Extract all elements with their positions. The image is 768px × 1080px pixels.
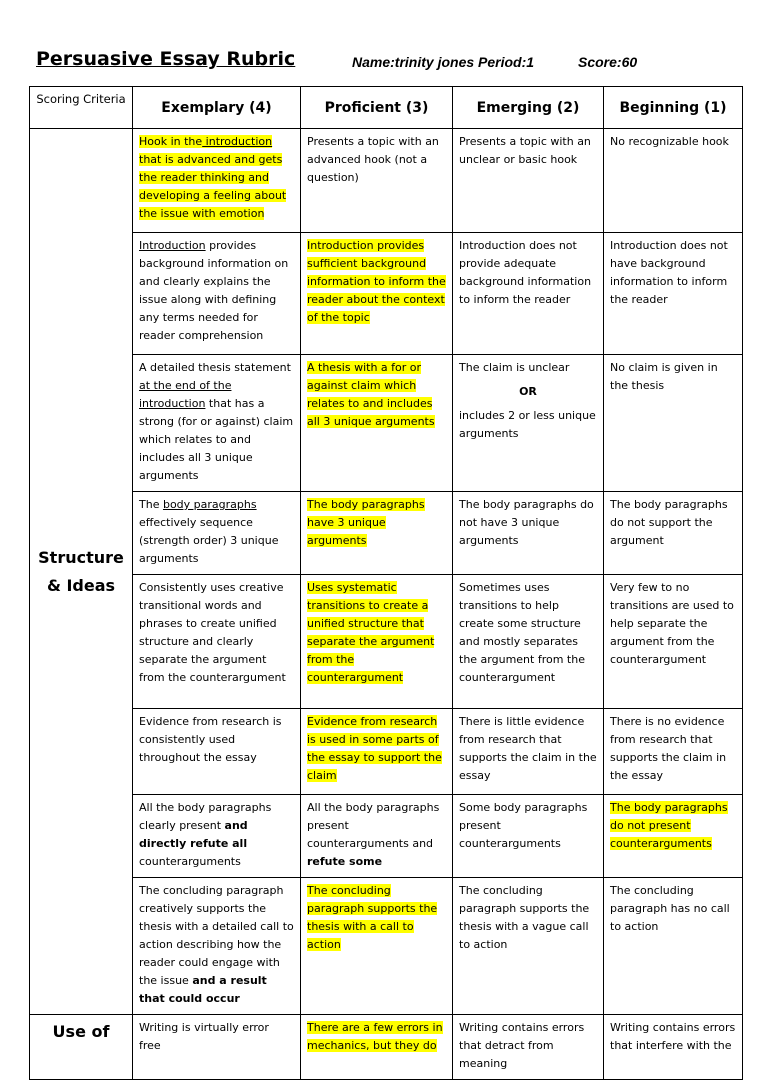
cell-proficient <box>301 575 453 709</box>
cell-exemplary: Introduction provides background information on and clearly explains the issue along with defining any terms needed for reader comprehension <box>133 233 301 355</box>
highlight-selected: The concluding paragraph supports the thesis with a call to action <box>307 884 438 951</box>
cell-exemplary: Evidence from research is consistently used throughout the essay <box>133 709 301 795</box>
cell-beginning: No claim is given in the thesis <box>604 355 743 492</box>
cell-proficient <box>301 492 453 575</box>
cell-proficient: All the body paragraphs present counterarguments and refute some <box>301 795 453 878</box>
cell-exemplary: A detailed thesis statement at the end of the introduction that has a strong (for or against) claim which relates to and includes all 3 unique arguments <box>133 355 301 492</box>
cell-proficient <box>301 1015 453 1080</box>
page-title: Persuasive Essay Rubric <box>36 48 296 70</box>
score-value: Score:60 <box>578 54 638 70</box>
cell-beginning: The body paragraphs do not support the argument <box>604 492 743 575</box>
cell-emerging: The claim is unclear OR includes 2 or less unique arguments <box>453 355 604 492</box>
student-name-period: Name:trinity jones Period:1 <box>352 54 535 70</box>
cell-beginning: No recognizable hook <box>604 129 743 233</box>
col-proficient: Proficient (3) <box>301 87 453 129</box>
table-row <box>30 575 743 709</box>
cell-exemplary <box>133 129 301 233</box>
cell-emerging: There is little evidence from research that supports the claim in the essay <box>453 709 604 795</box>
highlight-selected: The body paragraphs do not present counterarguments <box>610 801 728 850</box>
table-row <box>30 233 743 355</box>
cell-emerging: The concluding paragraph supports the thesis with a vague call to action <box>453 878 604 1015</box>
cell-exemplary: The concluding paragraph creatively supports the thesis with a detailed call to action describing how the reader could engage with the issue and a result that could occur <box>133 878 301 1015</box>
cell-emerging: Writing contains errors that detract from meaning <box>453 1015 604 1080</box>
cell-proficient <box>301 878 453 1015</box>
cell-exemplary: The body paragraphs effectively sequence (strength order) 3 unique arguments <box>133 492 301 575</box>
table-row <box>30 492 743 575</box>
cell-emerging: Sometimes uses transitions to help create some structure and mostly separates the argument from the counterargument <box>453 575 604 709</box>
highlight-selected: Hook in the introduction that is advanced and gets the reader thinking and developing a feeling about the issue with emotion <box>139 135 287 220</box>
cell-beginning <box>604 795 743 878</box>
cell-emerging: The body paragraphs do not have 3 unique arguments <box>453 492 604 575</box>
highlight-selected: Uses systematic transitions to create a unified structure that separate the argument from the counterargument <box>307 581 435 684</box>
highlight-selected: Introduction provides sufficient background information to inform the reader about the context of the topic <box>307 239 446 324</box>
table-row <box>30 878 743 1015</box>
table-row <box>30 709 743 795</box>
cell-proficient <box>301 233 453 355</box>
rubric-table <box>29 86 743 1080</box>
highlight-selected: Evidence from research is used in some parts of the essay to support the claim <box>307 715 442 782</box>
category-use-of: Use of <box>30 1015 133 1080</box>
table-row <box>30 355 743 492</box>
col-exemplary: Exemplary (4) <box>133 87 301 129</box>
table-row <box>30 795 743 878</box>
highlight-selected: The body paragraphs have 3 unique arguments <box>307 498 425 547</box>
cell-emerging: Some body paragraphs present counterarguments <box>453 795 604 878</box>
category-structure-ideas: Structure & Ideas <box>30 129 133 1015</box>
table-row <box>30 129 743 233</box>
highlight-selected: There are a few errors in mechanics, but they do <box>307 1021 443 1052</box>
col-emerging: Emerging (2) <box>453 87 604 129</box>
cell-beginning: There is no evidence from research that supports the claim in the essay <box>604 709 743 795</box>
cell-emerging: Introduction does not provide adequate background information to inform the reader <box>453 233 604 355</box>
cell-proficient <box>301 355 453 492</box>
table-row <box>30 1015 743 1080</box>
header-row <box>30 87 743 129</box>
cell-beginning: Writing contains errors that interfere with the <box>604 1015 743 1080</box>
highlight-selected: A thesis with a for or against claim which relates to and includes all 3 unique arguments <box>307 361 435 428</box>
col-scoring-criteria: Scoring Criteria <box>30 87 133 129</box>
cell-exemplary: All the body paragraphs clearly present and directly refute all counterarguments <box>133 795 301 878</box>
page-header <box>36 48 741 78</box>
col-beginning: Beginning (1) <box>604 87 743 129</box>
cell-beginning: Introduction does not have background information to inform the reader <box>604 233 743 355</box>
cell-exemplary: Consistently uses creative transitional words and phrases to create unified structure and clearly separate the argument from the counterargument <box>133 575 301 709</box>
cell-proficient: Presents a topic with an advanced hook (not a question) <box>301 129 453 233</box>
cell-beginning: The concluding paragraph has no call to action <box>604 878 743 1015</box>
cell-proficient <box>301 709 453 795</box>
cell-beginning: Very few to no transitions are used to help separate the argument from the counterargument <box>604 575 743 709</box>
cell-emerging: Presents a topic with an unclear or basic hook <box>453 129 604 233</box>
cell-exemplary: Writing is virtually error free <box>133 1015 301 1080</box>
